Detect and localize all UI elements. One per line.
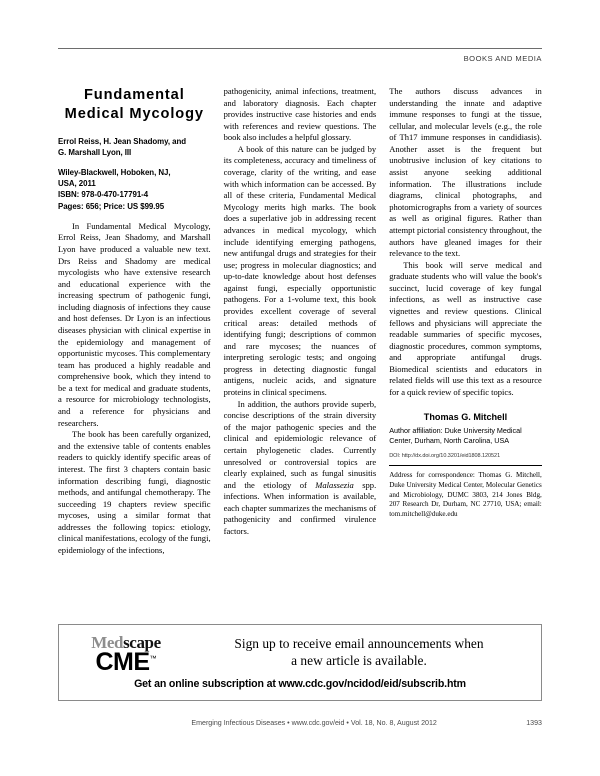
review-paragraph-4	[224, 399, 377, 538]
running-head-label: BOOKS AND MEDIA	[463, 54, 542, 63]
book-title-line2: Medical Mycology	[64, 106, 204, 123]
review-paragraph-5: The authors discuss advances in understanding the innate and adaptive immune responses to fungi at the tissue, cellular, and molecular levels (e.g., the role of Th17 immune responses in candidiasis). Another asset is the frequent but unobtrusive inclusion of key citations to assist anyone seeking additional information. The illustrations include diagrams, clinical photographs, and photomicrographs from a variety of sources as well as original figures. Rather than attempt pictorial consistency throughout, the authors have gleaned images for their relevance to the text.	[389, 86, 542, 259]
book-authors-line1: Errol Reiss, H. Jean Shadomy, and	[58, 136, 187, 146]
page-footer	[58, 719, 542, 727]
advertisement-subscription-link[interactable]: Get an online subscription at www.cdc.gov/ncidod/eid/subscrib.htm	[134, 678, 466, 691]
book-isbn: ISBN: 978-0-470-17791-4	[58, 190, 149, 200]
book-authors	[58, 136, 211, 158]
book-authors-line2: G. Marshall Lyon, III	[58, 147, 132, 157]
running-head	[58, 48, 542, 63]
medscape-wordmark-scape: scape	[123, 632, 161, 652]
advertisement-headline	[185, 633, 533, 670]
running-head-rule	[58, 48, 542, 49]
book-title-line1: Fundamental	[83, 87, 185, 103]
book-publisher-line1: Wiley-Blackwell, Hoboken, NJ,	[58, 167, 171, 177]
correspondence-block: Address for correspondence: Thomas G. Mitchell, Duke University Medical Center, Molecular Genetics and Microbiology, DUMC 3803, 214 Jones Bldg, 207 Research Dr, Durham, NC 27710, USA; email: tom.mitchell@duke.edu	[389, 471, 542, 519]
footer-citation: Emerging Infectious Diseases • www.cdc.gov/eid • Vol. 18, No. 8, August 2012	[191, 719, 437, 727]
review-paragraph-2: The book has been carefully organized, and the extensive table of contents enables readers to quickly identify specific areas of interest. The first 3 chapters contain basic information describing fungi, diagnostic methods, and antifungal chemotherapy. The succeeding 19 chapters review specific mycoses, using a similar format that addresses the following topics: etiology, clinical manifestations, ecology of the fungi, epidemiology of the infections,	[58, 429, 211, 555]
reviewer-affiliation: Author affiliation: Duke University Medical Center, Durham, North Carolina, USA	[389, 425, 522, 445]
genus-name-malassezia: Malassezia	[315, 479, 354, 490]
column-middle	[224, 86, 377, 608]
reviewer-name: Thomas G. Mitchell	[423, 411, 508, 422]
review-paragraph-2-continued: pathogenicity, animal infections, treatment, and laboratory diagnosis. Each chapter provides instructive case histories and ends with references and review questions. The book also includes a helpful glossary.	[223, 86, 377, 143]
book-pages-price: Pages: 656; Price: US $99.95	[58, 201, 165, 211]
trademark-icon: ™	[149, 655, 157, 663]
advertisement-top-row	[67, 633, 533, 676]
book-title	[58, 86, 211, 125]
advertisement-headline-line1: Sign up to receive email announcements when	[234, 635, 484, 651]
review-paragraph-1: In Fundamental Medical Mycology, Errol Reiss, Jean Shadomy, and Marshall Lyon have produced a valuable new text. Drs Reiss and Shadomy are medical mycologists who have extensive research and educational experience with the increasing spectrum of pathogenic fungi, including diagnosis of infections they cause and host defenses. Dr Lyon is an infectious diseases physician with clinical expertise in the epidemiology and management of opportunistic mycoses. This complementary team has produced a highly readable and comprehensive book, which they intend to be a text for medical and graduate students, a resource for microbiology technologists, and a reference for physicians and researchers.	[58, 220, 211, 428]
column-left	[58, 86, 211, 608]
column-right	[389, 86, 542, 608]
review-paragraph-4-part2: spp. infections. When information is available, each chapter summarizes the mechanisms of pathogenicity and confirmed virulence factors.	[223, 479, 377, 536]
advertisement-headline-line2: a new article is available.	[291, 653, 427, 669]
cme-wordmark	[67, 647, 185, 676]
medscape-cme-advertisement[interactable]	[58, 624, 542, 701]
medscape-wordmark-med: Med	[91, 632, 124, 652]
medscape-cme-logo	[67, 633, 185, 676]
review-paragraph-3: A book of this nature can be judged by its completeness, accuracy and timeliness of coverage, clarity of the writing, and ease with which information can be accessed. By all of these criteria, Fundamental Medical Mycology merits high marks. The book does a superlative job in addressing recent advances in medical mycology, which include identifying emerging pathogens, new antifungal drugs and strategies for their use; progress in molecular diagnostics; and up-to-date knowledge about host defenses against fungi, especially opportunistic pathogens. For a 1-volume text, this book provides excellent coverage of several critical areas: detailed methods of identifying fungi; descriptions of common and rare mycoses; the nuances of interpreting serologic tests; and ongoing progress in detecting diagnostic fungal antigens, nucleic acids, and signature proteins in clinical specimens.	[223, 143, 377, 398]
article-columns	[58, 86, 542, 608]
book-publication-details	[58, 167, 211, 212]
doi-link[interactable]: DOI: http://dx.doi.org/10.3201/eid1808.120521	[389, 453, 501, 460]
correspondence-rule	[389, 465, 542, 466]
review-paragraph-6: This book will serve medical and graduate students who will value the book's succinct, lucid coverage of key fungal infections, as well as instructive case vignettes and review questions. Clinical fellows and physicians will appreciate the readable summaries of specific mycoses, diagnostic procedures, common symptoms, and appropriate antifungal drugs. Biomedical scientists and educators in related fields will use this text as a resource for a quick review of specific topics.	[389, 259, 542, 398]
book-publisher-line2: USA, 2011	[58, 179, 96, 189]
review-paragraph-4-part1: In addition, the authors provide superb, concise descriptions of the strain diversity of the major pathogenic species and the clinical and epidemiologic relevance of certain phylogenetic clades. Currently unresolved or controversial topics are clearly explained, such as fungal sinusitis and the etiology of	[223, 398, 377, 490]
footer-page-number: 1393	[526, 719, 542, 727]
cme-wordmark-text: CME	[95, 647, 150, 676]
